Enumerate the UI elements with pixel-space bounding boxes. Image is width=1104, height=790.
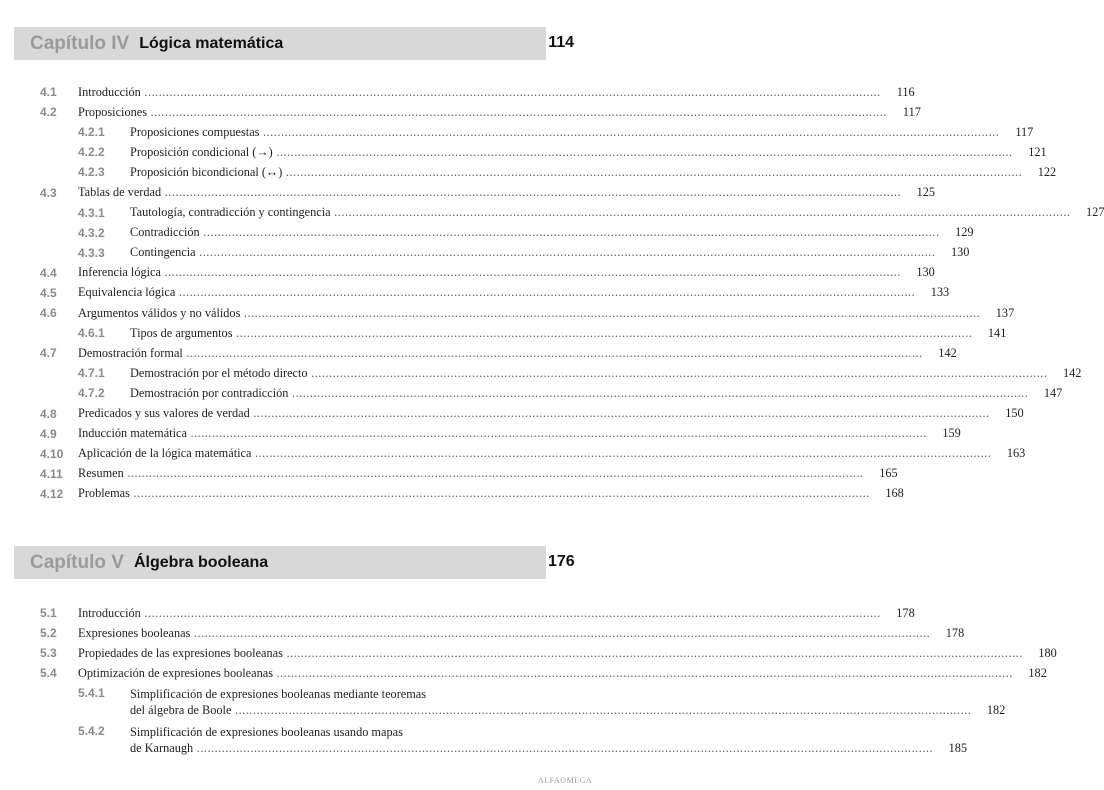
entry-page: 122 <box>1022 165 1056 180</box>
entry-page: 185 <box>933 740 967 756</box>
toc-entry[interactable] <box>40 444 1026 464</box>
toc-entry[interactable] <box>40 303 1015 323</box>
entry-number: 4.2.1 <box>78 125 105 140</box>
entry-number: 4.7.2 <box>78 386 105 401</box>
entry-title: Simplificación de expresiones booleanas usando mapas <box>130 725 403 740</box>
entry-number: 4.6.1 <box>78 326 105 341</box>
entry-title: Inducción matemática ..... <box>78 426 927 441</box>
entry-title: Introducción ..... <box>78 606 881 621</box>
entry-number: 4.3.2 <box>78 225 105 240</box>
chapter-title: Álgebra booleana <box>133 553 269 571</box>
entry-number: 4.9 <box>40 426 57 441</box>
entry-title: Argumentos válidos y no válidos ..... <box>78 306 980 321</box>
entry-title: Propiedades de las expresiones booleanas ..... <box>78 646 1023 661</box>
entry-title: Predicados y sus valores de verdad ..... <box>78 406 990 421</box>
toc-entry[interactable] <box>40 263 935 283</box>
toc-entry[interactable] <box>40 283 950 303</box>
toc-entry[interactable] <box>40 182 936 202</box>
entry-number: 4.11 <box>40 466 63 481</box>
entry-page: 147 <box>1028 386 1062 401</box>
toc-entry[interactable] <box>40 203 1104 223</box>
entry-page: 121 <box>1013 145 1047 160</box>
entry-number: 4.1 <box>40 85 57 100</box>
toc-entry[interactable] <box>40 623 965 643</box>
entry-number: 4.3.3 <box>78 245 105 260</box>
entry-title: Tipos de argumentos ..... <box>130 326 972 341</box>
chapter-label: Capítulo IV <box>30 32 130 54</box>
toc-entry[interactable] <box>40 343 957 363</box>
toc-entry[interactable] <box>40 323 1007 343</box>
chapter-title: Lógica matemática <box>139 34 284 52</box>
entry-number: 4.3 <box>40 185 57 200</box>
entry-page: 165 <box>864 466 898 481</box>
entry-title: Equivalencia lógica ..... <box>78 285 915 300</box>
toc-entry[interactable] <box>40 243 970 263</box>
entry-page: 130 <box>935 245 969 260</box>
entry-page: 180 <box>1023 646 1057 661</box>
toc-entry[interactable] <box>40 122 1034 142</box>
entry-title: Simplificación de expresiones booleanas mediante teoremas <box>130 687 427 702</box>
entry-number: 4.4 <box>40 265 57 280</box>
entry-number: 4.7.1 <box>78 366 105 381</box>
toc-entry[interactable] <box>40 383 1063 403</box>
entry-page: 141 <box>972 326 1006 341</box>
toc-entry[interactable] <box>40 142 1047 162</box>
entry-page: 142 <box>1047 366 1081 381</box>
entry-number: 5.4.1 <box>78 686 105 701</box>
toc-entry[interactable] <box>40 363 1082 383</box>
entry-number: 5.4.2 <box>78 724 105 739</box>
entry-page: 159 <box>927 426 961 441</box>
entry-number: 4.2 <box>40 105 57 120</box>
publisher-footer: ALFAOMEGA <box>538 776 593 785</box>
entry-number: 4.2.2 <box>78 145 105 160</box>
toc-entry[interactable] <box>40 424 961 444</box>
entry-title: Optimización de expresiones booleanas ..... <box>78 666 1013 681</box>
toc-entry[interactable] <box>40 721 968 759</box>
toc-entry[interactable] <box>40 464 898 484</box>
toc-entry[interactable] <box>40 162 1057 182</box>
entry-title: Problemas ..... <box>78 486 870 501</box>
entry-number: 4.3.1 <box>78 205 105 220</box>
entry-number: 4.6 <box>40 306 57 321</box>
entry-page: 178 <box>930 626 964 641</box>
entry-number: 4.10 <box>40 446 64 461</box>
entry-page: 137 <box>980 306 1014 321</box>
entry-page: 130 <box>901 265 935 280</box>
entry-title: Contingencia ..... <box>130 245 935 260</box>
toc-entry[interactable] <box>40 603 915 623</box>
toc-entry[interactable] <box>40 663 1047 683</box>
entry-page: 182 <box>971 702 1005 718</box>
entry-page: 127 <box>1070 205 1104 220</box>
toc-list <box>40 603 1057 759</box>
toc-entry[interactable] <box>40 404 1024 424</box>
entry-title-cont: de Karnaugh ..... <box>130 740 933 756</box>
toc-entry[interactable] <box>40 484 904 504</box>
entry-title: Contradicción ..... <box>130 225 940 240</box>
entry-page: 117 <box>887 105 921 120</box>
entry-title: Proposiciones ..... <box>78 105 887 120</box>
toc-entry[interactable] <box>40 683 1006 721</box>
entry-number: 5.1 <box>40 606 57 621</box>
chapter-header <box>14 27 546 60</box>
entry-page: 142 <box>923 346 957 361</box>
entry-number: 5.3 <box>40 646 57 661</box>
toc-entry[interactable] <box>40 643 1057 663</box>
entry-page: 116 <box>881 85 915 100</box>
chapter-label: Capítulo V <box>30 551 124 573</box>
entry-page: 125 <box>901 185 935 200</box>
entry-page: 163 <box>991 446 1025 461</box>
toc-entry[interactable] <box>40 223 974 243</box>
entry-number: 5.4 <box>40 666 57 681</box>
toc-entry[interactable] <box>40 102 921 122</box>
entry-page: 129 <box>940 225 974 240</box>
entry-page: 178 <box>881 606 915 621</box>
entry-title: Expresiones booleanas ..... <box>78 626 930 641</box>
chapter-page: 176 <box>548 553 575 570</box>
entry-number: 4.12 <box>40 486 64 501</box>
chapter-page: 114 <box>548 34 574 51</box>
entry-title: Aplicación de la lógica matemática ..... <box>78 446 991 461</box>
entry-page: 133 <box>915 285 949 300</box>
toc-entry[interactable] <box>40 82 915 102</box>
toc-list <box>40 82 1104 504</box>
entry-number: 4.5 <box>40 285 57 300</box>
entry-title: Tablas de verdad ..... <box>78 185 901 200</box>
entry-title: Proposiciones compuestas ..... <box>130 125 999 140</box>
entry-title: Proposición condicional (→) ..... <box>130 145 1013 160</box>
entry-title: Demostración por el método directo ..... <box>130 366 1047 381</box>
entry-page: 182 <box>1013 666 1047 681</box>
entry-title: Introducción ..... <box>78 85 881 100</box>
entry-title: Demostración por contradicción ..... <box>130 386 1028 401</box>
entry-number: 4.8 <box>40 406 57 421</box>
entry-title: Proposición bicondicional (↔) ..... <box>130 165 1022 180</box>
entry-title: Resumen ..... <box>78 466 864 481</box>
entry-title: Inferencia lógica ..... <box>78 265 901 280</box>
entry-title: Tautología, contradicción y contingencia ..... <box>130 205 1070 220</box>
entry-page: 117 <box>999 125 1033 140</box>
entry-number: 4.7 <box>40 346 57 361</box>
entry-page: 150 <box>990 406 1024 421</box>
entry-number: 5.2 <box>40 626 57 641</box>
entry-number: 4.2.3 <box>78 165 105 180</box>
entry-page: 168 <box>870 486 904 501</box>
entry-title-cont: del álgebra de Boole ..... <box>130 702 971 718</box>
entry-title: Demostración formal ..... <box>78 346 923 361</box>
chapter-header <box>14 546 546 579</box>
